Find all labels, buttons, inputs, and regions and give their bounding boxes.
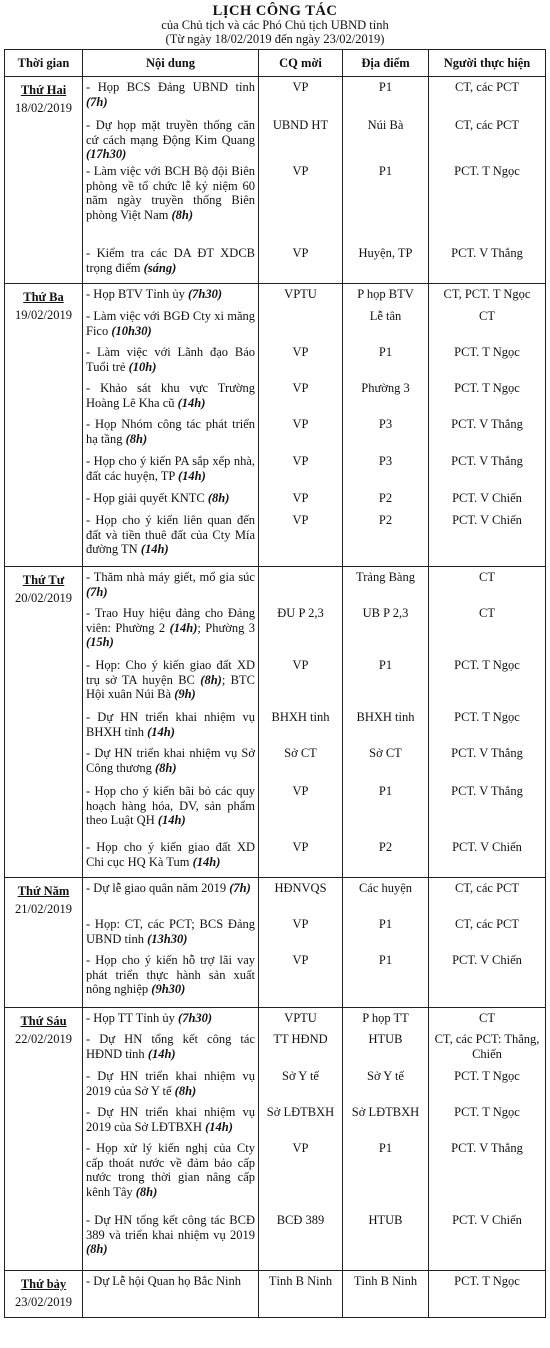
item-time: (13h30) [147,931,188,946]
item-assignee: PCT. T Ngọc [454,1274,520,1288]
item-text [83,914,258,950]
item-assignee: PCT. T Ngọc [454,381,520,395]
list-item [83,567,258,603]
item-description: - Làm việc với BCH Bộ đội Biên phòng về tổ chức lễ kỷ niệm 60 năm ngày truyền thống Biên phòng Việt Nam [86,164,255,222]
table-header-row [5,50,546,77]
item-assignee: CT, PCT. T Ngọc [443,287,531,301]
col-header-time: Thời gian [5,50,83,77]
item-description: - Làm việc với BGĐ Cty xi măng Fico [86,309,255,338]
item-text [83,1102,258,1138]
location-cell [343,77,429,284]
item-location: Sở Y tế [367,1069,404,1083]
list-item [83,1138,258,1210]
item-assignee: PCT. V Thắng [451,784,523,798]
day-date: 19/02/2019 [15,308,72,322]
item-text [83,950,258,1007]
item-assignee: PCT. T Ngọc [454,710,520,724]
item-time: (14h) [147,724,175,739]
item-location: P họp TT [362,1011,409,1025]
item-assignee: PCT. V Chiến [452,953,522,967]
list-item [83,837,258,877]
item-assignee: CT, các PCT: Thắng, Chiến [434,1032,540,1061]
item-assignee: PCT. T Ngọc [454,164,520,178]
day-cell [5,567,83,878]
item-description: - Họp BCS Đảng UBND tỉnh [86,80,255,94]
item-text [83,655,258,707]
item-time: (9h) [174,687,196,701]
item-description: - Trao Huy hiệu đảng cho Đảng viên: Phường 2 [86,606,255,635]
item-description: - Dự HN triển khai nhiệm vụ BHXH tỉnh [86,710,255,739]
item-time: (8h) [125,431,148,446]
assignee-cell [429,1271,546,1318]
item-inviting-agency: VP [292,381,309,395]
item-text [83,567,258,603]
item-time: (14h) [147,1046,176,1061]
item-time: (7h30) [187,287,223,301]
list-item [83,243,258,283]
item-time: (7h) [86,94,108,109]
item-location: P1 [378,345,393,359]
day-cell [5,284,83,567]
item-description: - Họp cho ý kiến giao đất XD Chi cục HQ Kà Tum [86,840,255,869]
item-text [83,1138,258,1210]
item-description: - Dự HN triển khai nhiệm vụ 2019 của Sở LĐTBXH [86,1105,255,1134]
item-text [83,306,258,342]
item-time: (7h30) [178,1011,213,1025]
content-cell [83,1008,259,1271]
item-description: - Họp cho ý kiến bãi bỏ các quy hoạch hàng hóa, DV, sản phẩm theo Luật QH [86,784,255,827]
item-inviting-agency [259,567,342,603]
item-inviting-agency: VP [292,417,309,431]
item-inviting-agency: VP [292,164,309,178]
item-location: P3 [378,417,393,431]
item-inviting-agency: Sở CT [284,746,317,760]
item-assignee: PCT. V Chiến [452,840,522,854]
day-name: Thứ Năm [17,884,70,898]
item-description: - Họp BTV Tỉnh ủy [86,287,188,301]
item-time: (7h) [86,584,108,599]
item-text [83,837,258,877]
content-cell [83,567,259,878]
table-row [5,1008,546,1271]
item-description: - Làm việc với Lãnh đạo Báo Tuổi trẻ [86,345,255,374]
item-inviting-agency: VP [292,491,309,505]
day-date: 21/02/2019 [15,902,72,916]
inviting-agency-cell [259,284,343,567]
item-description: - Dự lễ giao quân năm 2019 [86,881,230,895]
item-time: (8h) [135,1184,158,1199]
content-cell [83,878,259,1008]
item-location: Trảng Bàng [356,570,415,584]
item-description: - Kiểm tra các DA ĐT XDCB trọng điểm [86,246,255,275]
day-date: 18/02/2019 [15,101,72,115]
item-location: P1 [378,953,393,967]
item-assignee: CT, các PCT [455,118,519,132]
col-header-assignee: Người thực hiện [429,50,546,77]
schedule-table [4,49,546,1318]
item-text [83,1008,215,1029]
content-cell [83,284,259,567]
item-inviting-agency [259,306,342,342]
list-item [83,488,258,510]
item-assignee: PCT. V Thắng [451,417,523,431]
item-assignee: CT, các PCT [455,80,519,94]
item-time: (14h) [177,395,206,410]
item-assignee: PCT. V Thắng [451,746,523,760]
list-item [83,1210,258,1270]
day-date: 23/02/2019 [15,1295,72,1309]
item-assignee: CT [479,570,495,584]
item-time: (14h) [205,1119,233,1134]
item-inviting-agency: BHXH tỉnh [271,710,330,724]
item-text [83,378,258,414]
item-inviting-agency: VP [292,917,309,931]
item-assignee: PCT. V Chiến [452,491,522,505]
day-cell [5,1271,83,1318]
day-name: Thứ Hai [20,83,67,97]
list-item [83,1102,258,1138]
item-location: P2 [378,840,393,854]
item-time: (14h) [157,813,186,827]
day-name: Thứ Tư [22,573,65,587]
inviting-agency-cell [259,878,343,1008]
item-time: (15h) [86,635,114,649]
col-header-location: Địa điểm [343,50,429,77]
item-time: (8h) [200,672,222,687]
item-text [83,284,225,306]
item-assignee: PCT. T Ngọc [454,1105,520,1119]
content-cell [83,77,259,284]
table-row [5,1271,546,1318]
table-row [5,878,546,1008]
item-text [83,488,232,510]
item-location: Phường 3 [361,381,410,395]
item-description: ; BTC Hội xuân Núi Bà [86,672,255,701]
item-location: HTUB [368,1213,403,1227]
assignee-cell [429,567,546,878]
inviting-agency-cell [259,1271,343,1318]
item-assignee: CT, các PCT [455,881,519,895]
item-inviting-agency: Tỉnh B Ninh [268,1274,333,1288]
item-inviting-agency: VP [292,80,309,94]
document-date-range: (Từ ngày 18/02/2019 đến ngày 23/02/2019) [165,32,385,46]
document-subtitle: của Chủ tịch và các Phó Chủ tịch UBND tỉnh [161,18,389,32]
item-location: Huyện, TP [358,246,413,260]
item-time: (14h) [178,468,206,483]
col-header-inviting-agency: CQ mời [259,50,343,77]
item-inviting-agency: VP [292,658,309,672]
item-location: UB P 2,3 [362,606,409,620]
item-time: (8h) [171,207,193,222]
item-inviting-agency: UBND HT [272,118,329,132]
item-text [83,161,258,243]
list-item [83,1066,258,1102]
list-item [83,115,258,161]
list-item [83,1008,258,1029]
item-description: - Họp: Cho ý kiến giao đất XD trụ sở TA huyện BC [86,658,255,687]
list-item [83,306,258,342]
list-item [83,342,258,378]
table-row [5,567,546,878]
item-text [83,1029,258,1066]
item-assignee: PCT. V Chiến [452,513,522,527]
list-item [83,878,258,914]
item-assignee: CT [479,1011,495,1025]
schedule-body [5,77,546,1318]
list-item [83,284,258,306]
item-time: (14h) [140,542,169,556]
item-description: - Thăm nhà máy giết, mổ gia súc [86,570,255,584]
list-item [83,378,258,414]
item-text [83,707,258,743]
item-time: (7h) [229,881,251,895]
item-location: Tỉnh B Ninh [353,1274,418,1288]
item-time: (8h) [86,1242,108,1256]
day-name: Thứ Ba [23,290,64,304]
item-description: - Dự HN triển khai nhiệm vụ 2019 của Sở Y tế [86,1069,255,1098]
item-location: Núi Bà [367,118,404,132]
item-time: (8h) [154,760,177,775]
item-location: P1 [378,784,393,798]
inviting-agency-cell [259,567,343,878]
location-cell [343,567,429,878]
item-description: - Dự Lễ hội Quan họ Bắc Ninh [86,1274,242,1288]
day-name: Thứ Sáu [20,1014,67,1028]
item-text [83,115,258,161]
item-inviting-agency: HĐNVQS [274,881,327,895]
item-description: - Khảo sát khu vực Trường Hoàng Lê Kha cũ [86,381,255,410]
day-name: Thứ bảy [20,1277,67,1291]
item-text [83,878,254,914]
list-item [83,414,258,451]
item-description: - Họp cho ý kiến hỗ trợ lãi vay phát triển thực hành sản xuất nông nghiệp [86,953,255,996]
list-item [83,510,258,566]
item-inviting-agency: VPTU [284,287,317,301]
item-text [83,603,258,655]
location-cell [343,1008,429,1271]
item-assignee: PCT. V Thắng [451,1141,523,1155]
item-assignee: PCT. T Ngọc [454,345,520,359]
assignee-cell [429,878,546,1008]
item-text [83,414,258,451]
item-time: (sáng) [143,260,177,275]
item-location: P1 [378,1141,393,1155]
item-location: P1 [378,164,393,178]
item-time: (14h) [169,620,198,635]
item-text [83,510,258,566]
location-cell [343,1271,429,1318]
item-location: Sở CT [369,746,402,760]
list-item [83,707,258,743]
list-item [83,914,258,950]
item-text [83,342,258,378]
document-header [4,4,546,46]
list-item [83,1271,258,1317]
item-location: P1 [378,658,393,672]
item-location: Sở LĐTBXH [351,1105,420,1119]
item-time: (10h30) [111,323,152,338]
content-cell [83,1271,259,1318]
item-location: P1 [378,80,393,94]
item-inviting-agency: VP [292,953,309,967]
item-location: P2 [378,513,393,527]
item-inviting-agency: ĐU P 2,3 [277,606,324,620]
list-item [83,950,258,1007]
assignee-cell [429,77,546,284]
item-description: - Họp cho ý kiến PA sắp xếp nhà, đất các huyện, TP [86,454,255,483]
inviting-agency-cell [259,1008,343,1271]
table-row [5,77,546,284]
list-item [83,161,258,243]
table-row [5,284,546,567]
item-description: - Họp giải quyết KNTC [86,491,208,505]
item-description: - Dự HN triển khai nhiệm vụ Sở Công thương [86,746,255,775]
list-item [83,77,258,115]
day-cell [5,1008,83,1271]
item-text [83,781,258,837]
item-inviting-agency: VPTU [284,1011,317,1025]
item-text [83,243,258,283]
item-description: - Dự HN tổng kết công tác HĐND tỉnh [86,1032,255,1061]
item-location: HTUB [368,1032,403,1046]
item-inviting-agency: VP [292,513,309,527]
item-location: P2 [378,491,393,505]
item-description: - Họp cho ý kiến liên quan đến đất và tiền thuê đất của Cty Mía đường TN [86,513,255,556]
location-cell [343,284,429,567]
inviting-agency-cell [259,77,343,284]
item-assignee: PCT. V Thắng [451,246,523,260]
list-item [83,781,258,837]
item-text [83,1210,258,1270]
item-time: (8h) [207,491,230,505]
list-item [83,603,258,655]
item-inviting-agency: VP [292,840,309,854]
col-header-content: Nội dung [83,50,259,77]
document-title: LỊCH CÔNG TÁC [212,3,338,19]
item-assignee: PCT. T Ngọc [454,1069,520,1083]
assignee-cell [429,284,546,567]
item-text [83,1066,258,1102]
list-item [83,1029,258,1066]
item-assignee: CT [479,309,495,323]
item-inviting-agency: Sở LĐTBXH [266,1105,335,1119]
item-text [83,451,258,488]
item-description: ; Phường 3 [197,620,255,635]
item-time: (8h) [174,1083,197,1098]
item-text [83,77,258,115]
item-description: - Dự HN tổng kết công tác BCĐ 389 và triển khai nhiệm vụ 2019 [86,1213,255,1242]
item-description: - Họp xử lý kiến nghị của Cty cấp thoát nước về đảm bảo cấp nước trong thời gian nâng cấp kênh Tây [86,1141,255,1199]
location-cell [343,878,429,1008]
item-description: - Họp TT Tỉnh ủy [86,1011,179,1025]
assignee-cell [429,1008,546,1271]
item-description: - Họp: CT, các PCT; BCS Đảng UBND tỉnh [86,917,255,946]
item-inviting-agency: TT HĐND [273,1032,328,1046]
item-text [83,1271,244,1317]
item-location: P3 [378,454,393,468]
day-cell [5,878,83,1008]
item-inviting-agency: VP [292,784,309,798]
item-assignee: CT [479,606,495,620]
item-inviting-agency: VP [292,1141,309,1155]
item-assignee: PCT. V Thắng [451,454,523,468]
item-text [83,743,258,781]
item-inviting-agency: VP [292,454,309,468]
item-inviting-agency: VP [292,345,309,359]
item-inviting-agency: BCĐ 389 [276,1213,325,1227]
item-time: (17h30) [86,147,127,161]
day-date: 20/02/2019 [15,591,72,605]
item-location: BHXH tỉnh [356,710,415,724]
item-time: (10h) [128,359,157,374]
list-item [83,655,258,707]
item-inviting-agency: VP [292,246,309,260]
item-location: P họp BTV [357,287,414,301]
day-cell [5,77,83,284]
item-location: Các huyện [358,881,413,895]
item-assignee: PCT. V Chiến [452,1213,522,1227]
item-inviting-agency: Sở Y tế [282,1069,319,1083]
list-item [83,451,258,488]
item-location: P1 [378,917,393,931]
item-assignee: CT, các PCT [455,917,519,931]
item-description: - Họp Nhóm công tác phát triển hạ tầng [86,417,255,446]
day-date: 22/02/2019 [15,1032,72,1046]
item-location: Lễ tân [369,309,402,323]
item-time: (9h30) [151,982,186,996]
item-assignee: PCT. T Ngọc [454,658,520,672]
item-time: (14h) [192,854,221,869]
list-item [83,743,258,781]
item-description: - Dự họp mặt truyền thống căn cứ cách mạng Động Kim Quang [86,118,255,147]
